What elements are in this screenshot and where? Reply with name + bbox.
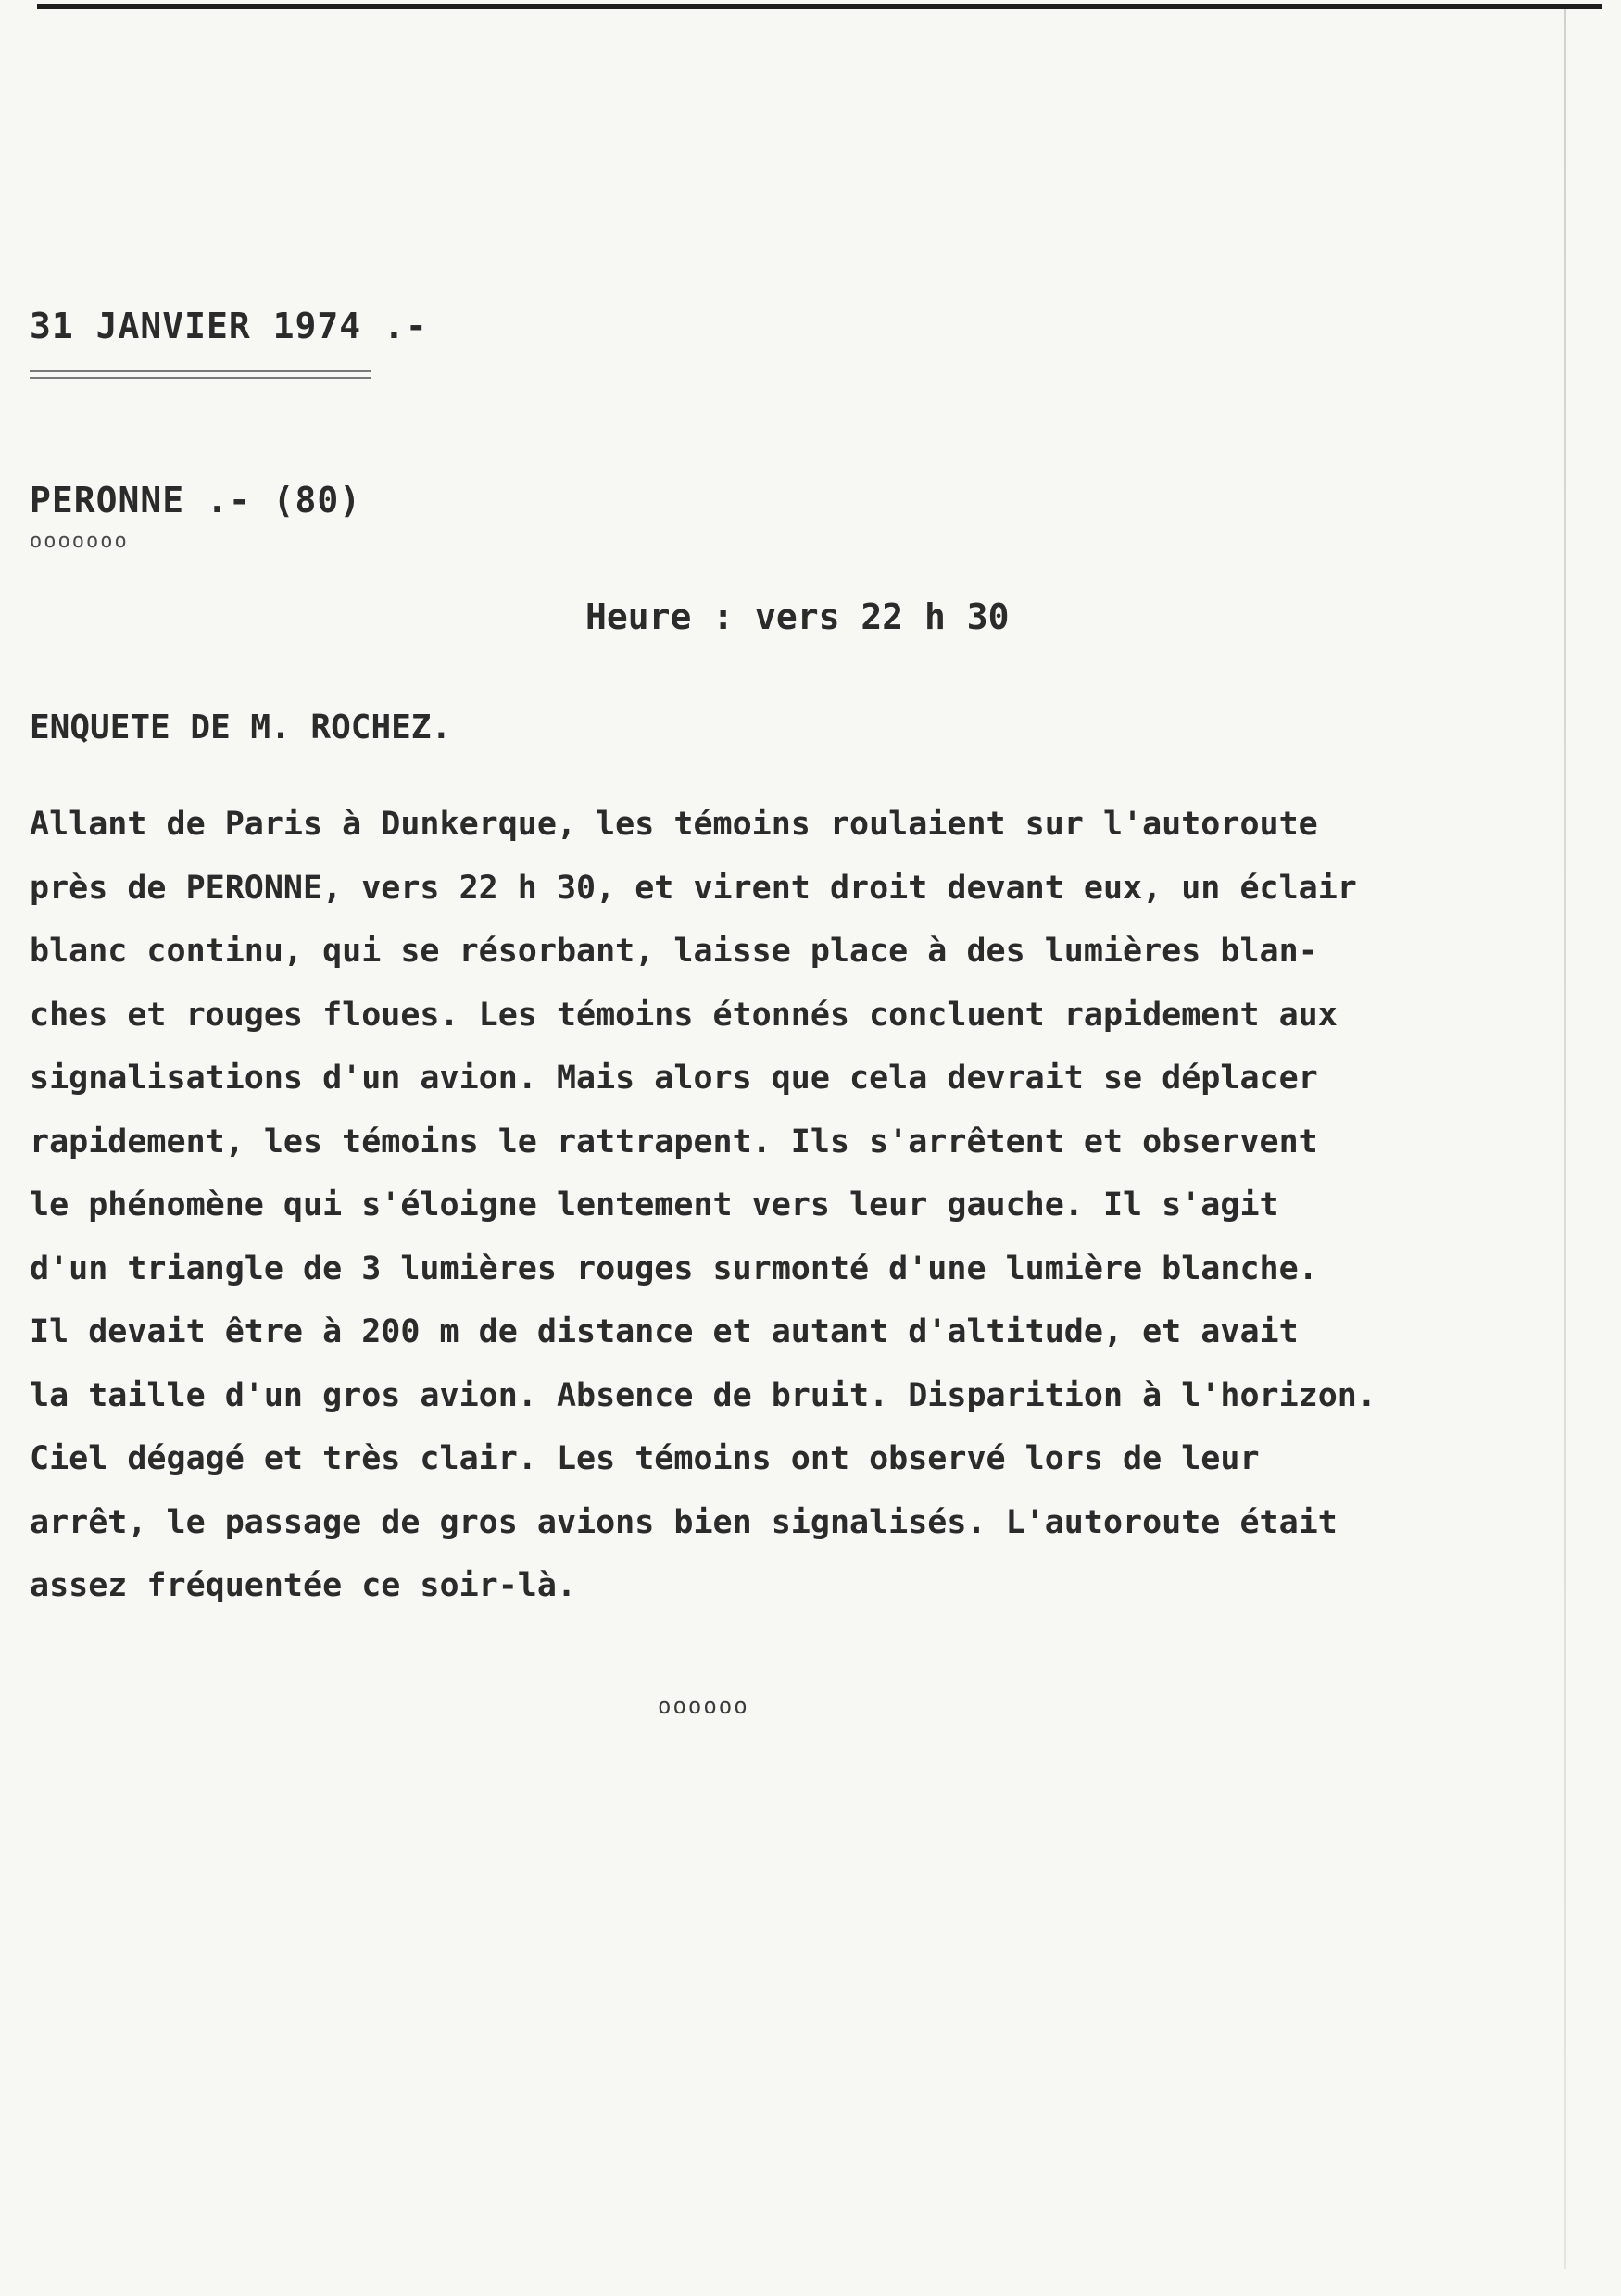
report-hour: Heure : vers 22 h 30 — [585, 596, 1010, 637]
page-top-edge — [37, 4, 1602, 9]
date-underline — [30, 370, 371, 379]
body-line: ches et rouges floues. Les témoins étonnés concluent rapidement aux — [30, 996, 1338, 1034]
body-line: arrêt, le passage de gros avions bien signalisés. L'autoroute était — [30, 1503, 1338, 1541]
body-line: près de PERONNE, vers 22 h 30, et virent droit devant eux, un éclair — [30, 869, 1357, 907]
body-line: rapidement, les témoins le rattrapent. Ils s'arrêtent et observent — [30, 1123, 1318, 1161]
body-line: Ciel dégagé et très clair. Les témoins ont observé lors de leur — [30, 1440, 1260, 1477]
body-line: le phénomène qui s'éloigne lentement vers leur gauche. Il s'agit — [30, 1186, 1279, 1223]
place-underline: ooooooo — [30, 530, 129, 553]
report-date: 31 JANVIER 1974 .- — [30, 306, 428, 346]
body-line: d'un triangle de 3 lumières rouges surmonté d'une lumière blanche. — [30, 1249, 1318, 1287]
report-place: PERONNE .- (80) — [30, 480, 362, 521]
body-line: signalisations d'un avion. Mais alors que cela devrait se déplacer — [30, 1060, 1318, 1097]
body-line: la taille d'un gros avion. Absence de bruit. Disparition à l'horizon. — [30, 1376, 1376, 1414]
report-body — [30, 793, 1567, 1618]
body-line: assez fréquentée ce soir-là. — [30, 1567, 577, 1604]
body-line: Allant de Paris à Dunkerque, les témoins roulaient sur l'autoroute — [30, 806, 1318, 843]
inquiry-heading: ENQUETE DE M. ROCHEZ. — [30, 709, 452, 747]
end-mark: oooooo — [658, 1693, 749, 1719]
body-line: blanc continu, qui se résorbant, laisse place à des lumières blan- — [30, 933, 1318, 970]
body-line: Il devait être à 200 m de distance et autant d'altitude, et avait — [30, 1313, 1299, 1350]
